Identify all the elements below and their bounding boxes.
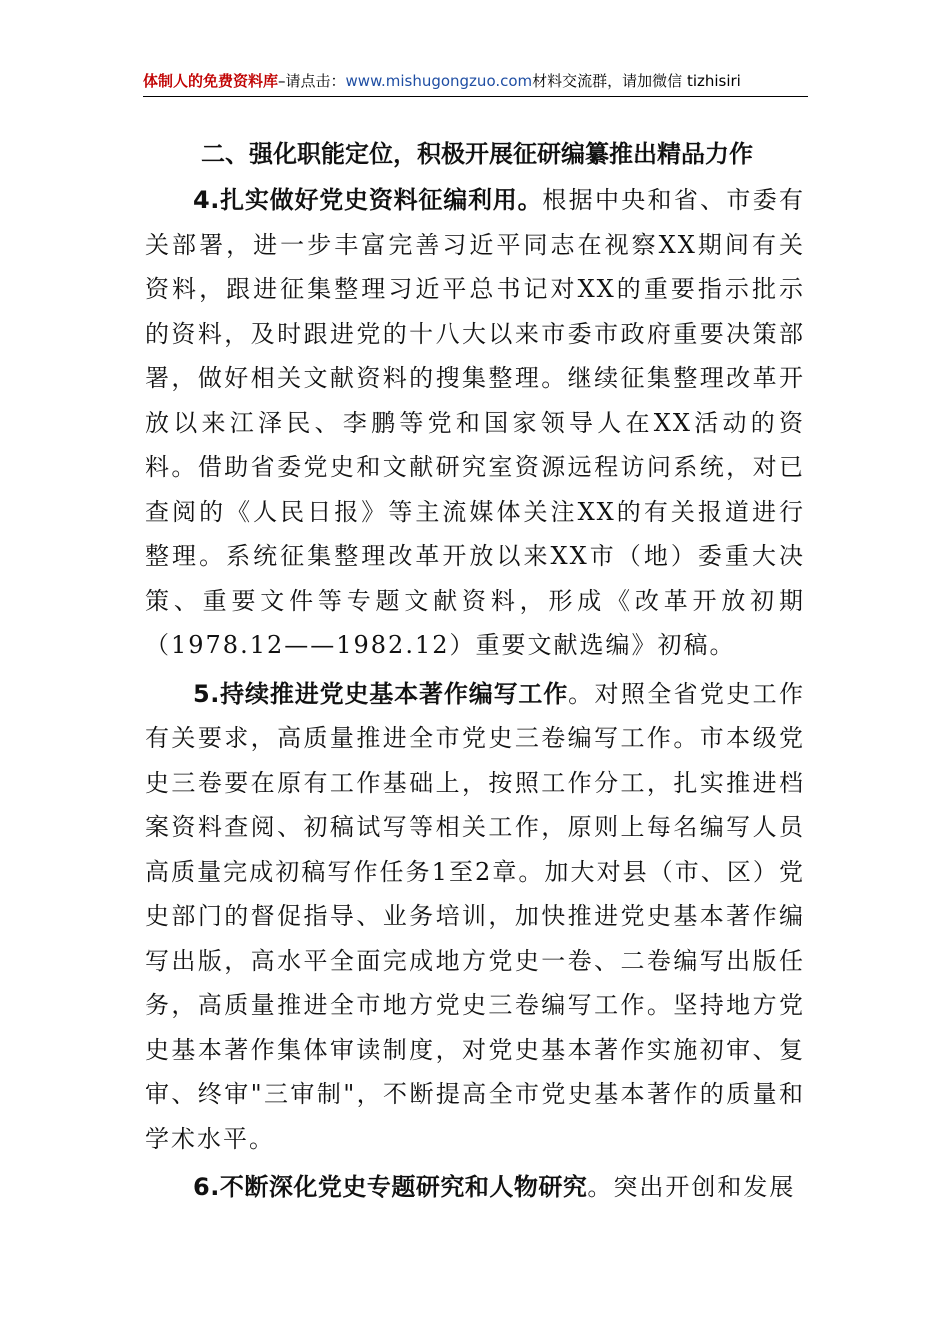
contact-info: 材料交流群，请加微信 tizhisiri: [532, 72, 741, 90]
paragraph-4-text: 根据中央和省、市委有关部署，进一步丰富完善习近平同志在视察XX期间有关资料，跟进征集整理习近平总书记对XX的重要指示批示的资料，及时跟进党的十八大以来市委市政府重要决策部署，做好相关文献资料的搜集整理。继续征集整理改革开放以来江泽民、李鹏等党和国家领导人在XX活动的资料。借助省委党史和文献研究室资源远程访问系统，对已查阅的《人民日报》等主流媒体关注XX的有关报道进行整理。系统征集整理改革开放以来XX市（地）委重大决策、重要文件等专题文献资料，形成《改革开放初期（1978.12——1982.12）重要文献选编》初稿。: [145, 186, 806, 659]
paragraph-6: [145, 1165, 805, 1210]
paragraph-6-heading: 6.不断深化党史专题研究和人物研究: [193, 1173, 588, 1201]
paragraph-5: [145, 672, 805, 1162]
paragraph-5-text: 。对照全省党史工作有关要求，高质量推进全市党史三卷编写工作。市本级党史三卷要在原有工作基础上，按照工作分工，扎实推进档案资料查阅、初稿试写等相关工作，原则上每名编写人员高质量完成初稿写作任务1至2章。加大对县（市、区）党史部门的督促指导、业务培训，加快推进党史基本著作编写出版，高水平全面完成地方党史一卷、二卷编写出版任务，高质量推进全市地方党史三卷编写工作。坚持地方党史基本著作集体审读制度，对党史基本著作实施初审、复审、终审"三审制"，不断提高全市党史基本著作的质量和学术水平。: [145, 679, 805, 1153]
paragraph-4: [145, 178, 805, 668]
click-prompt: –请点击：: [278, 72, 346, 90]
paragraph-6-text: 。突出开创和发展: [587, 1173, 796, 1201]
section-title: 二、强化职能定位，积极开展征研编纂推出精品力作: [201, 140, 753, 168]
website-link[interactable]: www.mishugongzuo.com: [345, 72, 533, 90]
paragraph-4-heading: 4.扎实做好党史资料征编利用。: [193, 186, 543, 214]
page-header: [143, 68, 808, 96]
library-name: 体制人的免费资料库: [143, 72, 279, 90]
header-divider: [143, 96, 808, 97]
paragraph-5-heading: 5.持续推进党史基本著作编写工作: [193, 679, 569, 708]
document-body: [145, 134, 805, 1214]
